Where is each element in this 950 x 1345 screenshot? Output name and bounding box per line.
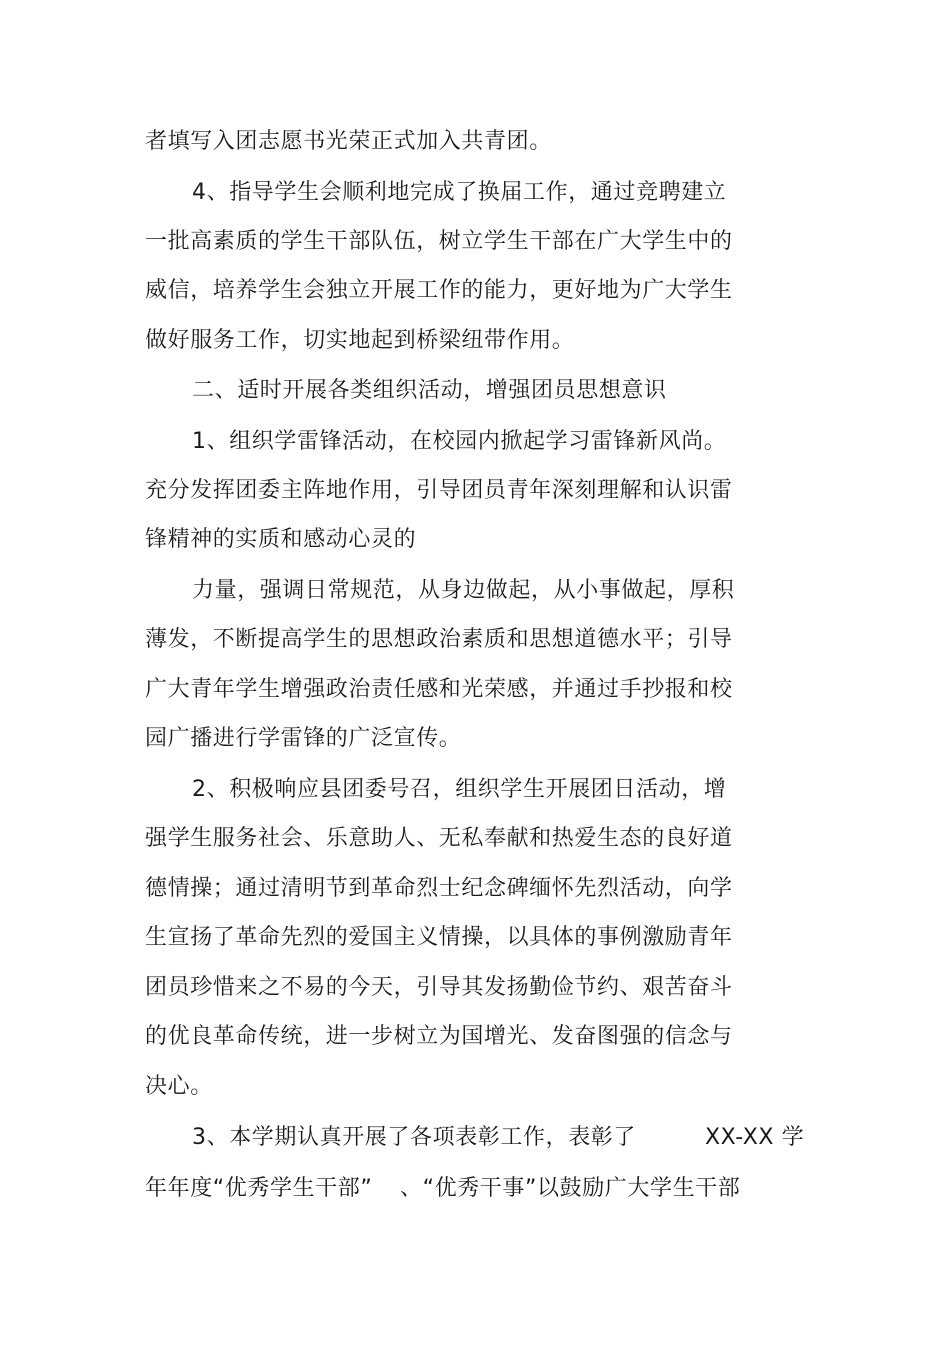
text-line: 决心。 bbox=[145, 1074, 213, 1099]
section-heading: 二、适时开展各类组织活动，增强团员思想意识 bbox=[192, 378, 667, 403]
text-line: 薄发，不断提高学生的思想政治素质和思想道德水平；引导 bbox=[145, 627, 733, 652]
text-line: 做好服务工作，切实地起到桥梁纽带作用。 bbox=[145, 328, 575, 353]
text-line: 的优良革命传统，进一步树立为国增光、发奋图强的信念与 bbox=[145, 1024, 733, 1049]
paragraph-first-line: 4、指导学生会顺利地完成了换届工作，通过竞聘建立 bbox=[192, 180, 727, 205]
paragraph-first-line: 力量，强调日常规范，从身边做起，从小事做起，厚积 bbox=[192, 578, 735, 603]
paragraph-first-line: 2、积极响应县团委号召，组织学生开展团日活动，增 bbox=[192, 777, 727, 802]
text-line: 一批高素质的学生干部队伍，树立学生干部在广大学生中的 bbox=[145, 229, 733, 254]
text-line: 者填写入团志愿书光荣正式加入共青团。 bbox=[145, 129, 552, 154]
text-line: 、“优秀干事”以鼓励广大学生干部 bbox=[400, 1176, 741, 1201]
paragraph-first-line: 3、本学期认真开展了各项表彰工作，表彰了 bbox=[192, 1125, 636, 1150]
text-line: 广大青年学生增强政治责任感和光荣感，并通过手抄报和校 bbox=[145, 677, 733, 702]
paragraph-first-line: 1、组织学雷锋活动，在校园内掀起学习雷锋新风尚。 bbox=[192, 429, 727, 454]
text-line: 园广播进行学雷锋的广泛宣传。 bbox=[145, 726, 462, 751]
text-line: 生宣扬了革命先烈的爱国主义情操，以具体的事例激励青年 bbox=[145, 925, 733, 950]
text-line: 威信，培养学生会独立开展工作的能力，更好地为广大学生 bbox=[145, 278, 733, 303]
academic-year-text: XX-XX 学 bbox=[705, 1125, 805, 1150]
text-line: 德情操；通过清明节到革命烈士纪念碑缅怀先烈活动，向学 bbox=[145, 876, 733, 901]
text-line: 强学生服务社会、乐意助人、无私奉献和热爱生态的良好道 bbox=[145, 826, 733, 851]
text-line: 团员珍惜来之不易的今天，引导其发扬勤俭节约、艰苦奋斗 bbox=[145, 975, 733, 1000]
text-line: 年年度“优秀学生干部” bbox=[145, 1176, 373, 1201]
text-line: 充分发挥团委主阵地作用，引导团员青年深刻理解和认识雷 bbox=[145, 478, 733, 503]
text-line: 锋精神的实质和感动心灵的 bbox=[145, 527, 417, 552]
